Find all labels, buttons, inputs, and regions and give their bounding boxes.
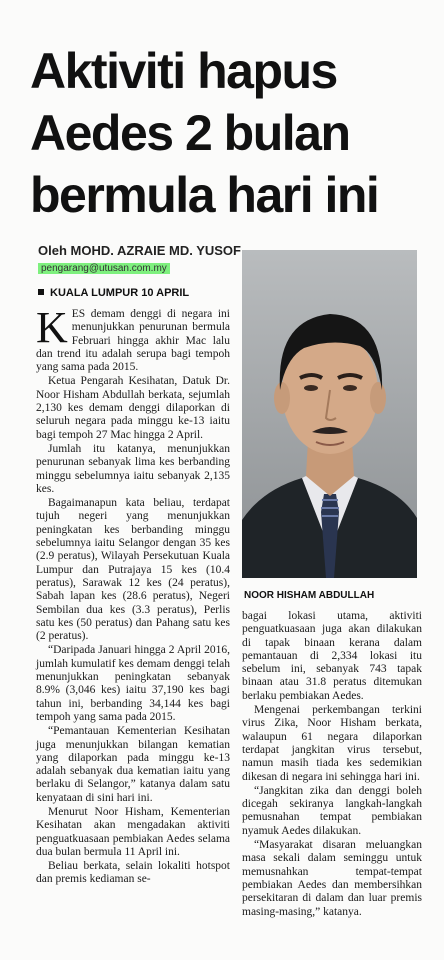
- article-column-right: [242, 610, 422, 920]
- article-paragraph: Jumlah itu katanya, menunjukkan penurunan sebanyak lima kes berbanding minggu sebelumnya iaitu sebanyak 2,135 kes.: [36, 442, 230, 495]
- author-name: MOHD. AZRAIE MD. YUSOF: [70, 243, 241, 258]
- article-paragraph: Ketua Pengarah Kesihatan, Datuk Dr. Noor Hisham Abdullah berkata, sejumlah 2,130 kes demam denggi dilaporkan di seluruh negara pada minggu ke-13 iaitu bagi tempoh 27 Mac hingga 2 April.: [36, 375, 230, 441]
- photo-caption: NOOR HISHAM ABDULLAH: [244, 590, 375, 601]
- article-column-left: [36, 303, 230, 888]
- byline-prefix: Oleh: [38, 243, 67, 258]
- article-paragraph: KES demam denggi di negara ini menunjukkan penurunan bermula Februari hingga akhir Mac lalu dan trend itu adalah serupa bagi tempoh yang sama pada 2015.: [36, 303, 230, 374]
- dateline: [38, 287, 189, 299]
- article-paragraph: “Daripada Januari hingga 2 April 2016, jumlah kumulatif kes demam denggi telah menunjukkan peningkatan sebanyak 8.9% (3,046 kes) iaitu 37,190 kes bagi tahun ini, berbanding 34,144 kes bagi tempoh yang sama pada 2015.: [36, 644, 230, 723]
- article-paragraph: “Masyarakat disaran meluangkan masa sekali dalam seminggu untuk memusnahkan tempat-tempat pembiakan Aedes dan membersihkan persekitaran di dalam dan luar premis masing-masing,” katanya.: [242, 839, 422, 918]
- article-paragraph: “Jangkitan zika dan denggi boleh dicegah sekiranya langkah-langkah pemusnahan tempat pembiakan nyamuk Aedes dilakukan.: [242, 784, 422, 837]
- dateline-text: KUALA LUMPUR 10 APRIL: [50, 287, 190, 299]
- drop-cap: K: [36, 303, 68, 352]
- article-paragraph: “Pemantauan Kementerian Kesihatan juga menunjukkan bilangan kematian yang dilaporkan pada minggu ke-13 adalah sebanyak dua kematian iaitu yang berlaku di Selangor,” katanya dalam satu kenyataan di sini hari ini.: [36, 725, 230, 804]
- author-email[interactable]: pengarang@utusan.com.my: [38, 263, 170, 274]
- headline-line-2: Aedes 2 bulan: [30, 105, 350, 161]
- article-paragraph: Bagaimanapun kata beliau, terdapat tujuh negeri yang menunjukkan peningkatan kes berbanding minggu sebelumnya iaitu Selangor dengan 35 kes (2.9 peratus), Wilayah Persekutuan Kuala Lumpur dan Putrajaya 15 kes (10.4 peratus), Sarawak 12 kes (24 peratus), Sabah lapan kes (28.6 peratus), Negeri Sembilan dua kes (3.3 peratus), Perlis satu kes (50 peratus) dan Pahang satu kes (2 peratus).: [36, 497, 230, 643]
- square-bullet-icon: [38, 289, 44, 295]
- article-paragraph: Menurut Noor Hisham, Kementerian Kesihatan akan mengadakan aktiviti penguatkuasaan pembiakan Aedes selama dua bulan bermula 11 April ini.: [36, 805, 230, 858]
- portrait-image: [242, 250, 417, 578]
- article-paragraph: bagai lokasi utama, aktiviti penguatkuasaan juga akan dilakukan di tapak binaan kerana dalam pemantauan di 2,334 lokasi itu sebelum ini, sebanyak 743 tapak binaan atau 31.8 peratus ditemukan berlaku pembiakan Aedes.: [242, 610, 422, 702]
- article-paragraph: Beliau berkata, selain lokaliti hotspot dan premis kediaman se-: [36, 860, 230, 886]
- headline: [30, 40, 440, 226]
- headline-line-3: bermula hari ini: [30, 167, 379, 223]
- byline-author: [38, 243, 241, 258]
- headline-line-1: Aktiviti hapus: [30, 43, 337, 99]
- portrait-photo: [242, 250, 417, 578]
- article-paragraph: Mengenai perkembangan terkini virus Zika, Noor Hisham berkata, walaupun 61 negara dilaporkan terdapat jangkitan virus tersebut, namun masih tiada kes sedemikian dikesan di negara ini sehingga hari ini.: [242, 704, 422, 783]
